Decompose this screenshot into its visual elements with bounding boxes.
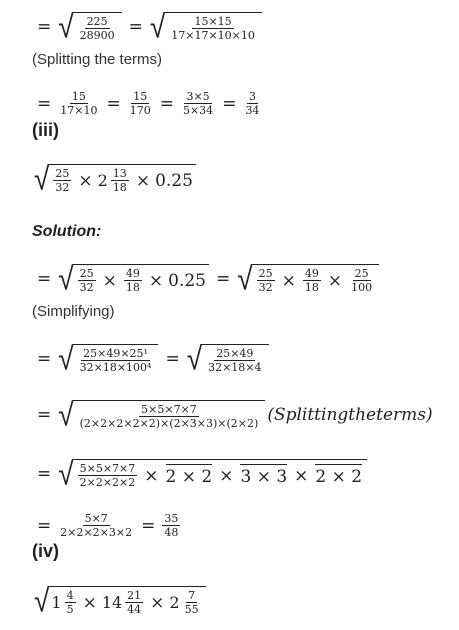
mixed-number: 2 $\frac{13}{18}$ xyxy=(97,167,127,194)
solution-line-1: = √ $\frac{25}{32}$ × $\frac{49}{18}$ × 0.25 = √ $\frac{25}{32}$ × $\frac{49}{18}$ × $\frac{25}{100}$ xyxy=(32,264,381,293)
equation-line-1 xyxy=(32,6,264,45)
fraction: $\frac{3}{34}$ xyxy=(245,90,260,117)
question-iv-expression: √ 1 $\frac{4}{5}$ × 14 $\frac{21}{44}$ × 2 $\frac{7}{55}$ xyxy=(32,586,208,615)
square-root xyxy=(149,6,262,45)
solution-line-4: = √ $\frac{5\times 5\times 7\times 7}{2\times 2\times 2\times 2}$ × 2 × 2 × 3 × 3 × 2 × 2 xyxy=(32,459,369,488)
square-root: √ $\frac{25}{32}$ × 2 $\frac{13}{18}$ × 0.25 xyxy=(34,164,196,193)
question-label-iii: (iii) xyxy=(32,120,59,140)
square-root xyxy=(58,6,121,45)
equation-line-2: = $\frac{15}{17\times 10}$ = $\frac{15}{170}$ = $\frac{3\times 5}{5\times 34}$ = $\frac{3}{34}$ xyxy=(37,90,260,117)
note-splitting-terms: (Splitting the terms) xyxy=(32,51,163,68)
fraction: $\frac{3\times 5}{5\times 34}$ xyxy=(182,90,214,117)
solution-heading: Solution: xyxy=(32,223,102,240)
question-label-iv: (iv) xyxy=(32,541,59,561)
solution-line-3: = √ $\frac{5\times 5\times 7\times 7}{(2\times 2\times 2\times 2\times 2)\times(2\times 3\times 3)\times(2\times 2)}$ (Splittingtheterms) xyxy=(37,394,433,433)
solution-line-5: = $\frac{5\times 7}{2\times 2\times 2\times 3\times 2}$ = $\frac{35}{48}$ xyxy=(37,512,179,539)
equals-sign: = xyxy=(37,16,52,37)
fraction: $\frac{225}{28900}$ xyxy=(79,15,115,42)
question-iii-expression xyxy=(32,158,198,197)
radical-sign: √ xyxy=(58,6,74,45)
fraction: $\frac{15}{170}$ xyxy=(129,90,151,117)
fraction: $\frac{15\times 15}{17\times 17\times 10\times 10}$ xyxy=(171,15,255,42)
fraction: $\frac{15}{17\times 10}$ xyxy=(60,90,98,117)
note-splitting-italic: (Splittingtheterms) xyxy=(267,404,433,425)
equals-sign: = xyxy=(128,16,143,37)
solution-line-2: = √ $\frac{\text{25×49×25¹}}{\text{32×18×100⁴}}$ = √ $\frac{25\times 49}{32\times 18\times 4}$ xyxy=(32,344,271,373)
radical-sign: √ xyxy=(149,6,166,45)
note-simplifying: (Simplifying) xyxy=(32,303,115,320)
